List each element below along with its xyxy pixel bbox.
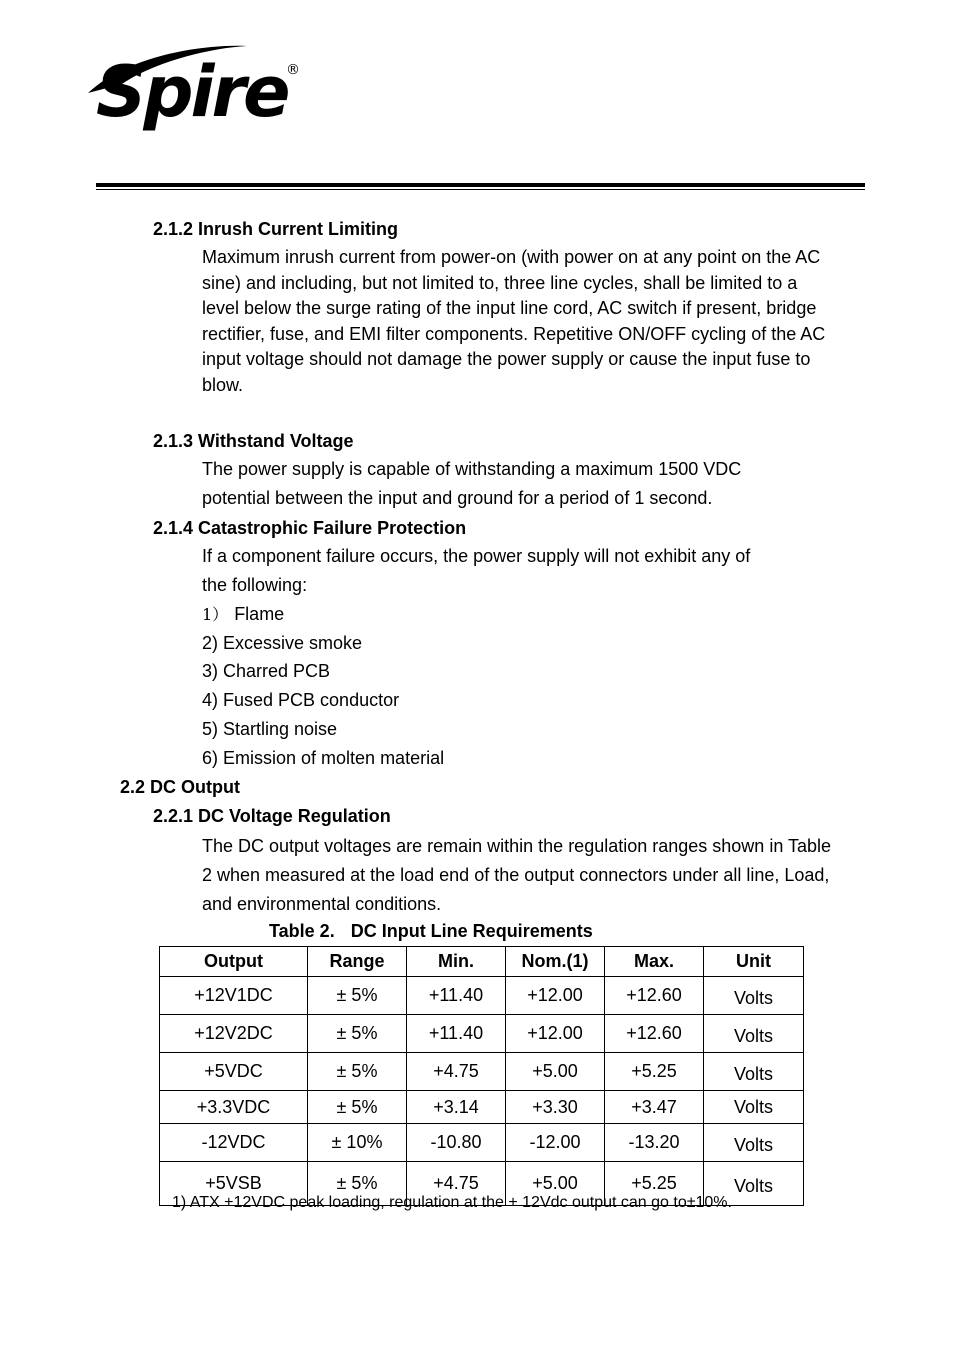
column-header-output: Output bbox=[160, 947, 308, 977]
column-header-nom: Nom.(1) bbox=[506, 947, 605, 977]
registered-mark: ® bbox=[286, 62, 300, 78]
cell-max: +12.60 bbox=[605, 977, 704, 1015]
table-caption-label: Table 2. bbox=[269, 921, 335, 941]
cell-max: +5.25 bbox=[605, 1162, 704, 1206]
list-item-number: 1） bbox=[202, 605, 229, 624]
heading-2-1-3: 2.1.3 Withstand Voltage bbox=[153, 431, 354, 451]
cell-max: +5.25 bbox=[605, 1053, 704, 1091]
paragraph-withstand bbox=[202, 455, 741, 513]
logo-wordmark: Spire bbox=[96, 51, 288, 133]
cell-min: +11.40 bbox=[407, 977, 506, 1015]
paragraph-regulation bbox=[202, 832, 831, 919]
header-rule-thin bbox=[96, 189, 865, 190]
cell-nom: +12.00 bbox=[506, 977, 605, 1015]
cell-output: +12V1DC bbox=[160, 977, 308, 1015]
dc-output-table bbox=[159, 946, 804, 1206]
paragraph-line: level below the surge rating of the input line cord, AC switch if present, bridge bbox=[202, 298, 817, 319]
list-item bbox=[202, 603, 284, 626]
cell-range: ± 5% bbox=[308, 977, 407, 1015]
cell-output: +3.3VDC bbox=[160, 1091, 308, 1124]
paragraph-line: Maximum inrush current from power-on (with power on at any point on the AC bbox=[202, 247, 821, 267]
cell-unit: Volts bbox=[704, 1091, 804, 1124]
cell-output: +5VSB bbox=[160, 1162, 308, 1206]
cell-output: +5VDC bbox=[160, 1053, 308, 1091]
list-item: 4) Fused PCB conductor bbox=[202, 690, 400, 710]
table-row bbox=[160, 977, 804, 1015]
spire-logo-graphic bbox=[82, 38, 307, 133]
paragraph-line: and environmental conditions. bbox=[202, 894, 442, 914]
list-item: 6) Emission of molten material bbox=[202, 748, 445, 768]
cell-min: +11.40 bbox=[407, 1015, 506, 1053]
paragraph-line: The power supply is capable of withstanding a maximum 1500 VDC bbox=[202, 459, 742, 479]
cell-range: ± 5% bbox=[308, 1162, 407, 1206]
cell-output: +12V2DC bbox=[160, 1015, 308, 1053]
table-row bbox=[160, 1053, 804, 1091]
cell-range: ± 5% bbox=[308, 1091, 407, 1124]
cell-range: ± 10% bbox=[308, 1124, 407, 1162]
spire-logo bbox=[82, 38, 307, 133]
list-item: 5) Startling noise bbox=[202, 719, 338, 739]
column-header-range: Range bbox=[308, 947, 407, 977]
cell-max: +3.47 bbox=[605, 1091, 704, 1124]
header-rule-thick bbox=[96, 183, 865, 187]
cell-min: +4.75 bbox=[407, 1053, 506, 1091]
table-header-row bbox=[160, 947, 804, 977]
heading-2-2: 2.2 DC Output bbox=[120, 777, 240, 797]
column-header-max: Max. bbox=[605, 947, 704, 977]
paragraph-line: rectifier, fuse, and EMI filter components. Repetitive ON/OFF cycling of the AC bbox=[202, 323, 826, 344]
table-row bbox=[160, 1015, 804, 1053]
column-header-min: Min. bbox=[407, 947, 506, 977]
paragraph-line: input voltage should not damage the power supply or cause the input fuse to bbox=[202, 349, 811, 370]
table-row bbox=[160, 1091, 804, 1124]
paragraph-catastrophic bbox=[202, 542, 750, 600]
cell-nom: +3.30 bbox=[506, 1091, 605, 1124]
paragraph-line: sine) and including, but not limited to, three line cycles, shall be limited to a bbox=[202, 272, 798, 293]
paragraph-inrush bbox=[202, 245, 825, 399]
cell-nom: +5.00 bbox=[506, 1162, 605, 1206]
cell-unit: Volts bbox=[704, 977, 804, 1015]
cell-min: +4.75 bbox=[407, 1162, 506, 1206]
cell-nom: +5.00 bbox=[506, 1053, 605, 1091]
list-item-text: Flame bbox=[234, 604, 285, 624]
cell-min: -10.80 bbox=[407, 1124, 506, 1162]
paragraph-line: blow. bbox=[202, 374, 244, 395]
cell-output: -12VDC bbox=[160, 1124, 308, 1162]
list-item: 2) Excessive smoke bbox=[202, 633, 363, 653]
table-caption-title: DC Input Line Requirements bbox=[350, 921, 593, 941]
paragraph-line: potential between the input and ground for a period of 1 second. bbox=[202, 488, 713, 508]
table-caption bbox=[269, 920, 593, 942]
list-item: 3) Charred PCB bbox=[202, 661, 331, 681]
paragraph-line: If a component failure occurs, the power supply will not exhibit any of bbox=[202, 546, 751, 566]
paragraph-line: The DC output voltages are remain within the regulation ranges shown in Table bbox=[202, 836, 832, 856]
heading-2-1-4: 2.1.4 Catastrophic Failure Protection bbox=[153, 518, 467, 538]
cell-nom: -12.00 bbox=[506, 1124, 605, 1162]
heading-2-1-2: 2.1.2 Inrush Current Limiting bbox=[153, 219, 399, 239]
cell-max: +12.60 bbox=[605, 1015, 704, 1053]
cell-range: ± 5% bbox=[308, 1015, 407, 1053]
cell-unit: Volts bbox=[704, 1015, 804, 1053]
cell-unit: Volts bbox=[704, 1124, 804, 1162]
table-row bbox=[160, 1124, 804, 1162]
cell-unit: Volts bbox=[704, 1162, 804, 1206]
column-header-unit: Unit bbox=[704, 947, 804, 977]
cell-max: -13.20 bbox=[605, 1124, 704, 1162]
paragraph-line: 2 when measured at the load end of the output connectors under all line, Load, bbox=[202, 865, 830, 885]
cell-nom: +12.00 bbox=[506, 1015, 605, 1053]
heading-2-2-1: 2.2.1 DC Voltage Regulation bbox=[153, 806, 391, 826]
cell-min: +3.14 bbox=[407, 1091, 506, 1124]
cell-range: ± 5% bbox=[308, 1053, 407, 1091]
table-footnote: 1) ATX +12VDC peak loading, regulation at the + 12Vdc output can go to±10%. bbox=[172, 1194, 732, 1211]
cell-unit: Volts bbox=[704, 1053, 804, 1091]
paragraph-line: the following: bbox=[202, 575, 308, 595]
